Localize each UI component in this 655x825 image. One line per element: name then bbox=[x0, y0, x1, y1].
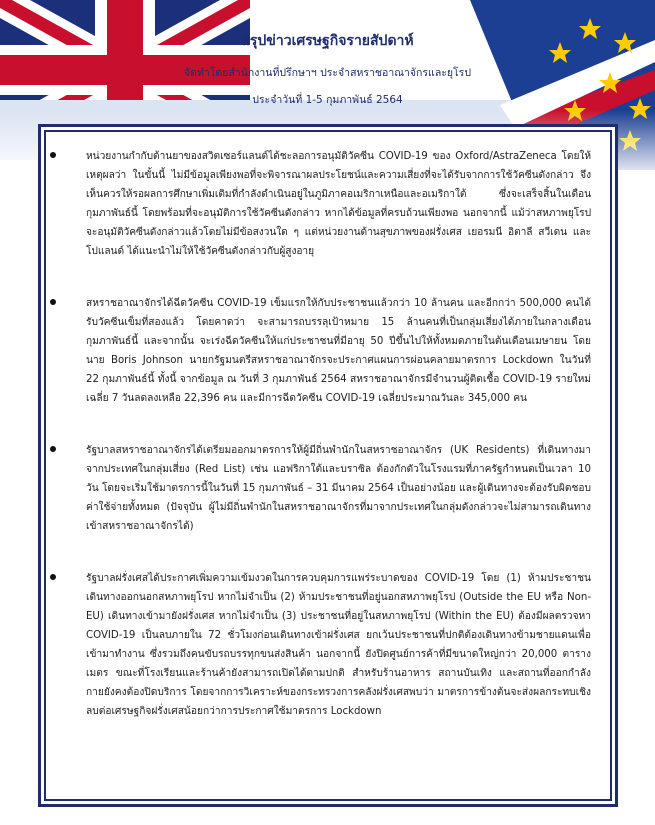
news-item bbox=[86, 147, 591, 261]
news-item bbox=[86, 569, 591, 721]
report-date: ประจำวันที่ 1-5 กุมภาพันธ์ 2564 bbox=[252, 94, 403, 106]
bullet-icon bbox=[50, 446, 56, 452]
news-item-text: หน่วยงานกำกับด้านยาของสวิตเซอร์แลนด์ได้ชะลอการอนุมัติวัคซีน COVID-19 ของ Oxford/AstraZeneca โดยให้เหตุผลว่า ในขั้นนี้ ไม่มีข้อมูลเพียงพอที่จะพิจารณาผลประโยชน์และความเสี่ยงที่จะได้รับจากการใช้วัคซีนดังกล่าว จึงเห็นควรให้รอผลการศึกษาเพิ่มเติมที่กำลังดำเนินอยู่ในภูมิภาคอเมริกาเหนือและอเมริกาใต้ ซึ่งจะเสร็จสิ้นในเดือนกุมภาพันธ์นี้ โดยพร้อมที่จะอนุมัติการใช้วัคซีนดังกล่าว หากได้ข้อมูลที่ครบถ้วนเพียงพอ นอกจากนี้ แม้ว่าสหภาพยุโรปจะอนุมัติวัคซีนดังกล่าวแล้วโดยไม่มีข้อสงวนใด ๆ แต่หน่วยงานด้านสุขภาพของฝรั่งเศส เยอรมนี อิตาลี สวีเดน และโปแลนด์ ได้แนะนำไม่ให้ใช้วัคซีนดังกล่าวกับผู้สูงอายุ bbox=[86, 151, 591, 257]
news-frame bbox=[38, 124, 618, 807]
bullet-icon bbox=[50, 152, 56, 158]
report-header bbox=[0, 0, 655, 125]
page-subtitle: จัดทำโดยสำนักงานที่ปรึกษาฯ ประจำสหราชอาณาจักรและยุโรป bbox=[184, 67, 471, 79]
page-title: สรุปข่าวเศรษฐกิจรายสัปดาห์ bbox=[241, 33, 414, 49]
news-item bbox=[86, 441, 591, 536]
bullet-icon bbox=[50, 299, 56, 305]
news-list bbox=[86, 147, 591, 721]
news-item bbox=[86, 294, 591, 408]
news-item-text: รัฐบาลฝรั่งเศสได้ประกาศเพิ่มความเข้มงวดในการควบคุมการแพร่ระบาดของ COVID-19 โดย (1) ห้ามประชาชนเดินทางออกนอกสหภาพยุโรป หากไม่จำเป็น (2) ห้ามประชาชนที่อยู่นอกสหภาพยุโรป (Outside the EU หรือ Non-EU) เดินทางเข้ามายังฝรั่งเศส หากไม่จำเป็น (3) ประชาชนที่อยู่ในสหภาพยุโรป (Within the EU) ต้องมีผลตรวจหา COVID-19 เป็นลบภายใน 72 ชั่วโมงก่อนเดินทางเข้าฝรั่งเศส ยกเว้นประชาชนที่ปกติต้องเดินทางข้ามชายแดนเพื่อเข้ามาทำงาน ซึ่งรวมถึงคนขับรถบรรทุกขนส่งสินค้า นอกจากนี้ ยังปิดศูนย์การค้าที่มีขนาดใหญ่กว่า 20,000 ตารางเมตร ขณะที่โรงเรียนและร้านค้ายังสามารถเปิดได้ตามปกติ สำหรับร้านอาหาร สถานบันเทิง และสถานที่ออกกำลังกายยังคงต้องปิดบริการ โดยจากการวิเคราะห์ของกระทรวงการคลังฝรั่งเศสพบว่า มาตรการข้างต้นจะส่งผลกระทบเชิงลบต่อเศรษฐกิจฝรั่งเศสน้อยกว่าการประกาศใช้มาตรการ Lockdown bbox=[86, 573, 591, 717]
news-item-text: รัฐบาลสหราชอาณาจักรได้เตรียมออกมาตรการให้ผู้มีถิ่นพำนักในสหราชอาณาจักร (UK Residents) ที่เดินทางมาจากประเทศในกลุ่มเสี่ยง (Red List) เช่น แอฟริกาใต้และบราซิล ต้องกักตัวในโรงแรมที่ภาครัฐกำหนดเป็นเวลา 10 วัน โดยจะเริ่มใช้มาตรการนี้ในวันที่ 15 กุมภาพันธ์ – 31 มีนาคม 2564 เป็นอย่างน้อย และผู้เดินทางจะต้องรับผิดชอบค่าใช้จ่ายทั้งหมด (ปัจจุบัน ผู้ไม่มีถิ่นพำนักในสหราชอาณาจักรที่มาจากประเทศในกลุ่มดังกล่าวจะไม่สามารถเดินทางเข้าสหราชอาณาจักรได้) bbox=[86, 445, 591, 532]
news-item-text: สหราชอาณาจักรได้ฉีดวัคซีน COVID-19 เข็มแรกให้กับประชาชนแล้วกว่า 10 ล้านคน และอีกกว่า 500,000 คนได้รับวัคซีนเข็มที่สองแล้ว โดยคาดว่า จะสามารถบรรลุเป้าหมาย 15 ล้านคนที่เป็นกลุ่มเสี่ยงได้ภายในกลางเดือนกุมภาพันธ์นี้ และจากนั้น จะเร่งฉีดวัคซีนให้แก่ประชาชนที่มีอายุ 50 ปีขึ้นไปให้ทั้งหมดภายในต้นเดือนเมษายน โดยนาย Boris Johnson นายกรัฐมนตรีสหราชอาณาจักรจะประกาศแผนการผ่อนคลายมาตรการ Lockdown ในวันที่ 22 กุมภาพันธ์นี้ ทั้งนี้ จากข้อมูล ณ วันที่ 3 กุมภาพันธ์ 2564 สหราชอาณาจักรมีจำนวนผู้ติดเชื้อ COVID-19 รายใหม่เฉลี่ย 7 วันลดลงเหลือ 22,396 คน และมีการฉีดวัคซีน COVID-19 เฉลี่ยประมาณวันละ 345,000 คน bbox=[86, 298, 591, 404]
bullet-icon bbox=[50, 574, 56, 580]
